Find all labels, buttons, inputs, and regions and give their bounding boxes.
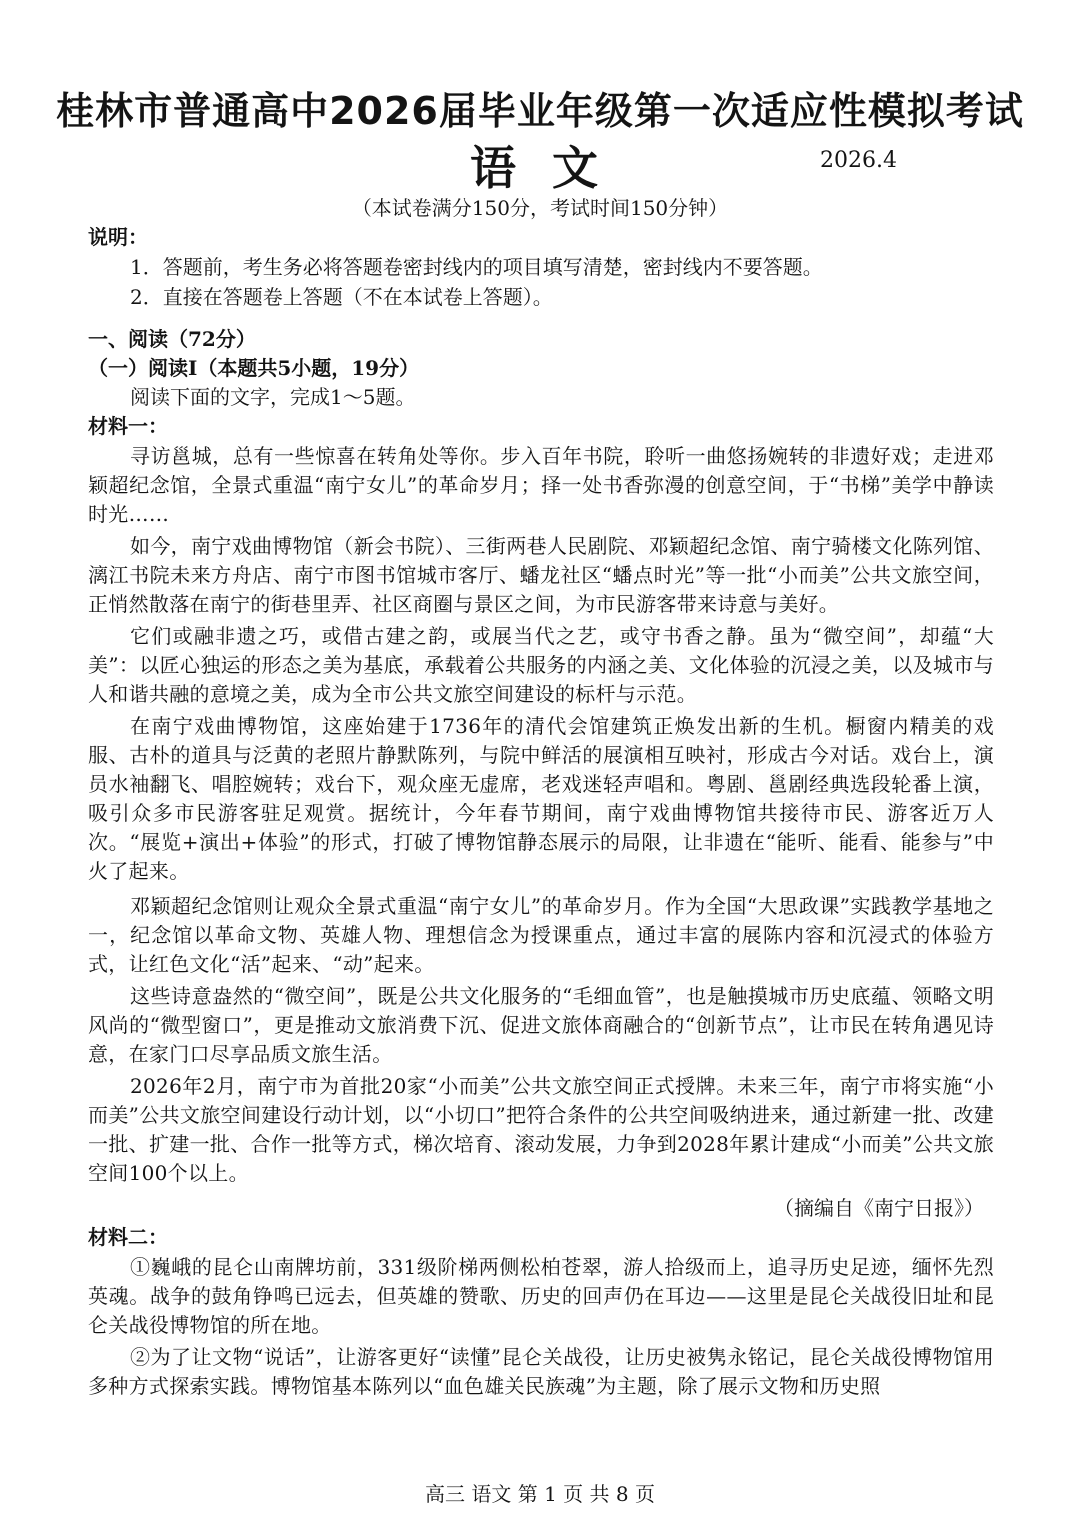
- paragraph: ①巍峨的昆仑山南牌坊前，331级阶梯两侧松柏苍翠，游人拾级而上，追寻历史足迹，缅怀先烈英魂。战争的鼓角铮鸣已远去，但英雄的赞歌、历史的回声仍在耳边——这里是昆仑关战役旧址和昆仑关战役博物馆的所在地。: [88, 1255, 994, 1337]
- exam-note: （本试卷满分150分，考试时间150分钟）: [351, 196, 729, 220]
- paragraph: 在南宁戏曲博物馆，这座始建于1736年的清代会馆建筑正焕发出新的生机。橱窗内精美的戏服、古朴的道具与泛黄的老照片静默陈列，与院中鲜活的展演相互映衬，形成古今对话。戏台上，演员水袖翻飞、唱腔婉转；戏台下，观众座无虚席，老戏迷轻声唱和。粤剧、邕剧经典选段轮番上演，吸引众多市民游客驻足观赏。据统计，今年春节期间，南宁戏曲博物馆共接待市民、游客近万人次。“展览+演出+体验”的形式，打破了博物馆静态展示的局限，让非遗在“能听、能看、能参与”中火了起来。: [88, 714, 994, 883]
- paragraph: 如今，南宁戏曲博物馆（新会书院）、三街两巷人民剧院、邓颖超纪念馆、南宁骑楼文化陈列馆、漓江书院未来方舟店、南宁市图书馆城市客厅、蟠龙社区“蟠点时光”等一批“小而美”公共文旅空间，正悄然散落在南宁的街巷里弄、社区商圈与景区之间，为市民游客带来诗意与美好。: [88, 534, 994, 616]
- paragraph: 邓颖超纪念馆则让观众全景式重温“南宁女儿”的革命岁月。作为全国“大思政课”实践教学基地之一，纪念馆以革命文物、英雄人物、理想信念为授课重点，通过丰富的展陈内容和沉浸式的体验方式，让红色文化“活”起来、“动”起来。: [88, 894, 994, 976]
- section-heading: 一、阅读（72分）: [88, 327, 256, 351]
- paragraph: 这些诗意盎然的“微空间”，既是公共文化服务的“毛细血管”，也是触摸城市历史底蕴、领略文明风尚的“微型窗口”，更是推动文旅消费下沉、促进文旅体商融合的“创新节点”，让市民在转角遇见诗意，在家门口尽享品质文旅生活。: [88, 984, 994, 1066]
- exam-date: 2026.4: [820, 148, 897, 173]
- paragraph: 2026年2月，南宁市为首批20家“小而美”公共文旅空间正式授牌。未来三年，南宁市将实施“小而美”公共文旅空间建设行动计划，以“小切口”把符合条件的公共空间吸纳进来，通过新建一批、改建一批、扩建一批、合作一批等方式，梯次培育、滚动发展，力争到2028年累计建成“小而美”公共文旅空间100个以上。: [88, 1074, 994, 1185]
- page-footer: 高三 语文 第 1 页 共 8 页: [425, 1482, 655, 1506]
- paragraph: 它们或融非遗之巧，或借古建之韵，或展当代之艺，或守书香之静。虽为“微空间”，却蕴“大美”：以匠心独运的形态之美为基底，承载着公共服务的内涵之美、文化体验的沉浸之美，以及城市与人和谐共融的意境之美，成为全市公共文旅空间建设的标杆与示范。: [88, 624, 994, 706]
- exam-title: 桂林市普通高中2026届毕业年级第一次适应性模拟考试: [56, 89, 1024, 133]
- instruction-item: 1．答题前，考生务必将答题卷密封线内的项目填写清楚，密封线内不要答题。: [130, 255, 823, 279]
- instructions-label: 说明：: [88, 225, 148, 249]
- subject-title: 语文: [470, 141, 634, 195]
- paragraph: 寻访邕城，总有一些惊喜在转角处等你。步入百年书院，聆听一曲悠扬婉转的非遗好戏；走进邓颖超纪念馆，全景式重温“南宁女儿”的革命岁月；择一处书香弥漫的创意空间，于“书梯”美学中静读时光……: [88, 444, 994, 526]
- paragraph: ②为了让文物“说话”，让游客更好“读懂”昆仑关战役，让历史被隽永铭记，昆仑关战役博物馆用多种方式探索实践。博物馆基本陈列以“血色雄关民族魂”为主题，除了展示文物和历史照: [88, 1345, 994, 1398]
- material-label: 材料二：: [88, 1225, 168, 1249]
- instruction-item: 2．直接在答题卷上答题（不在本试卷上答题）。: [130, 285, 553, 309]
- source-citation: （摘编自《南宁日报》）: [774, 1196, 984, 1220]
- section-prompt: 阅读下面的文字，完成1～5题。: [130, 385, 416, 409]
- material-label: 材料一：: [88, 414, 168, 438]
- section-subheading: （一）阅读Ⅰ（本题共5小题，19分）: [88, 356, 420, 380]
